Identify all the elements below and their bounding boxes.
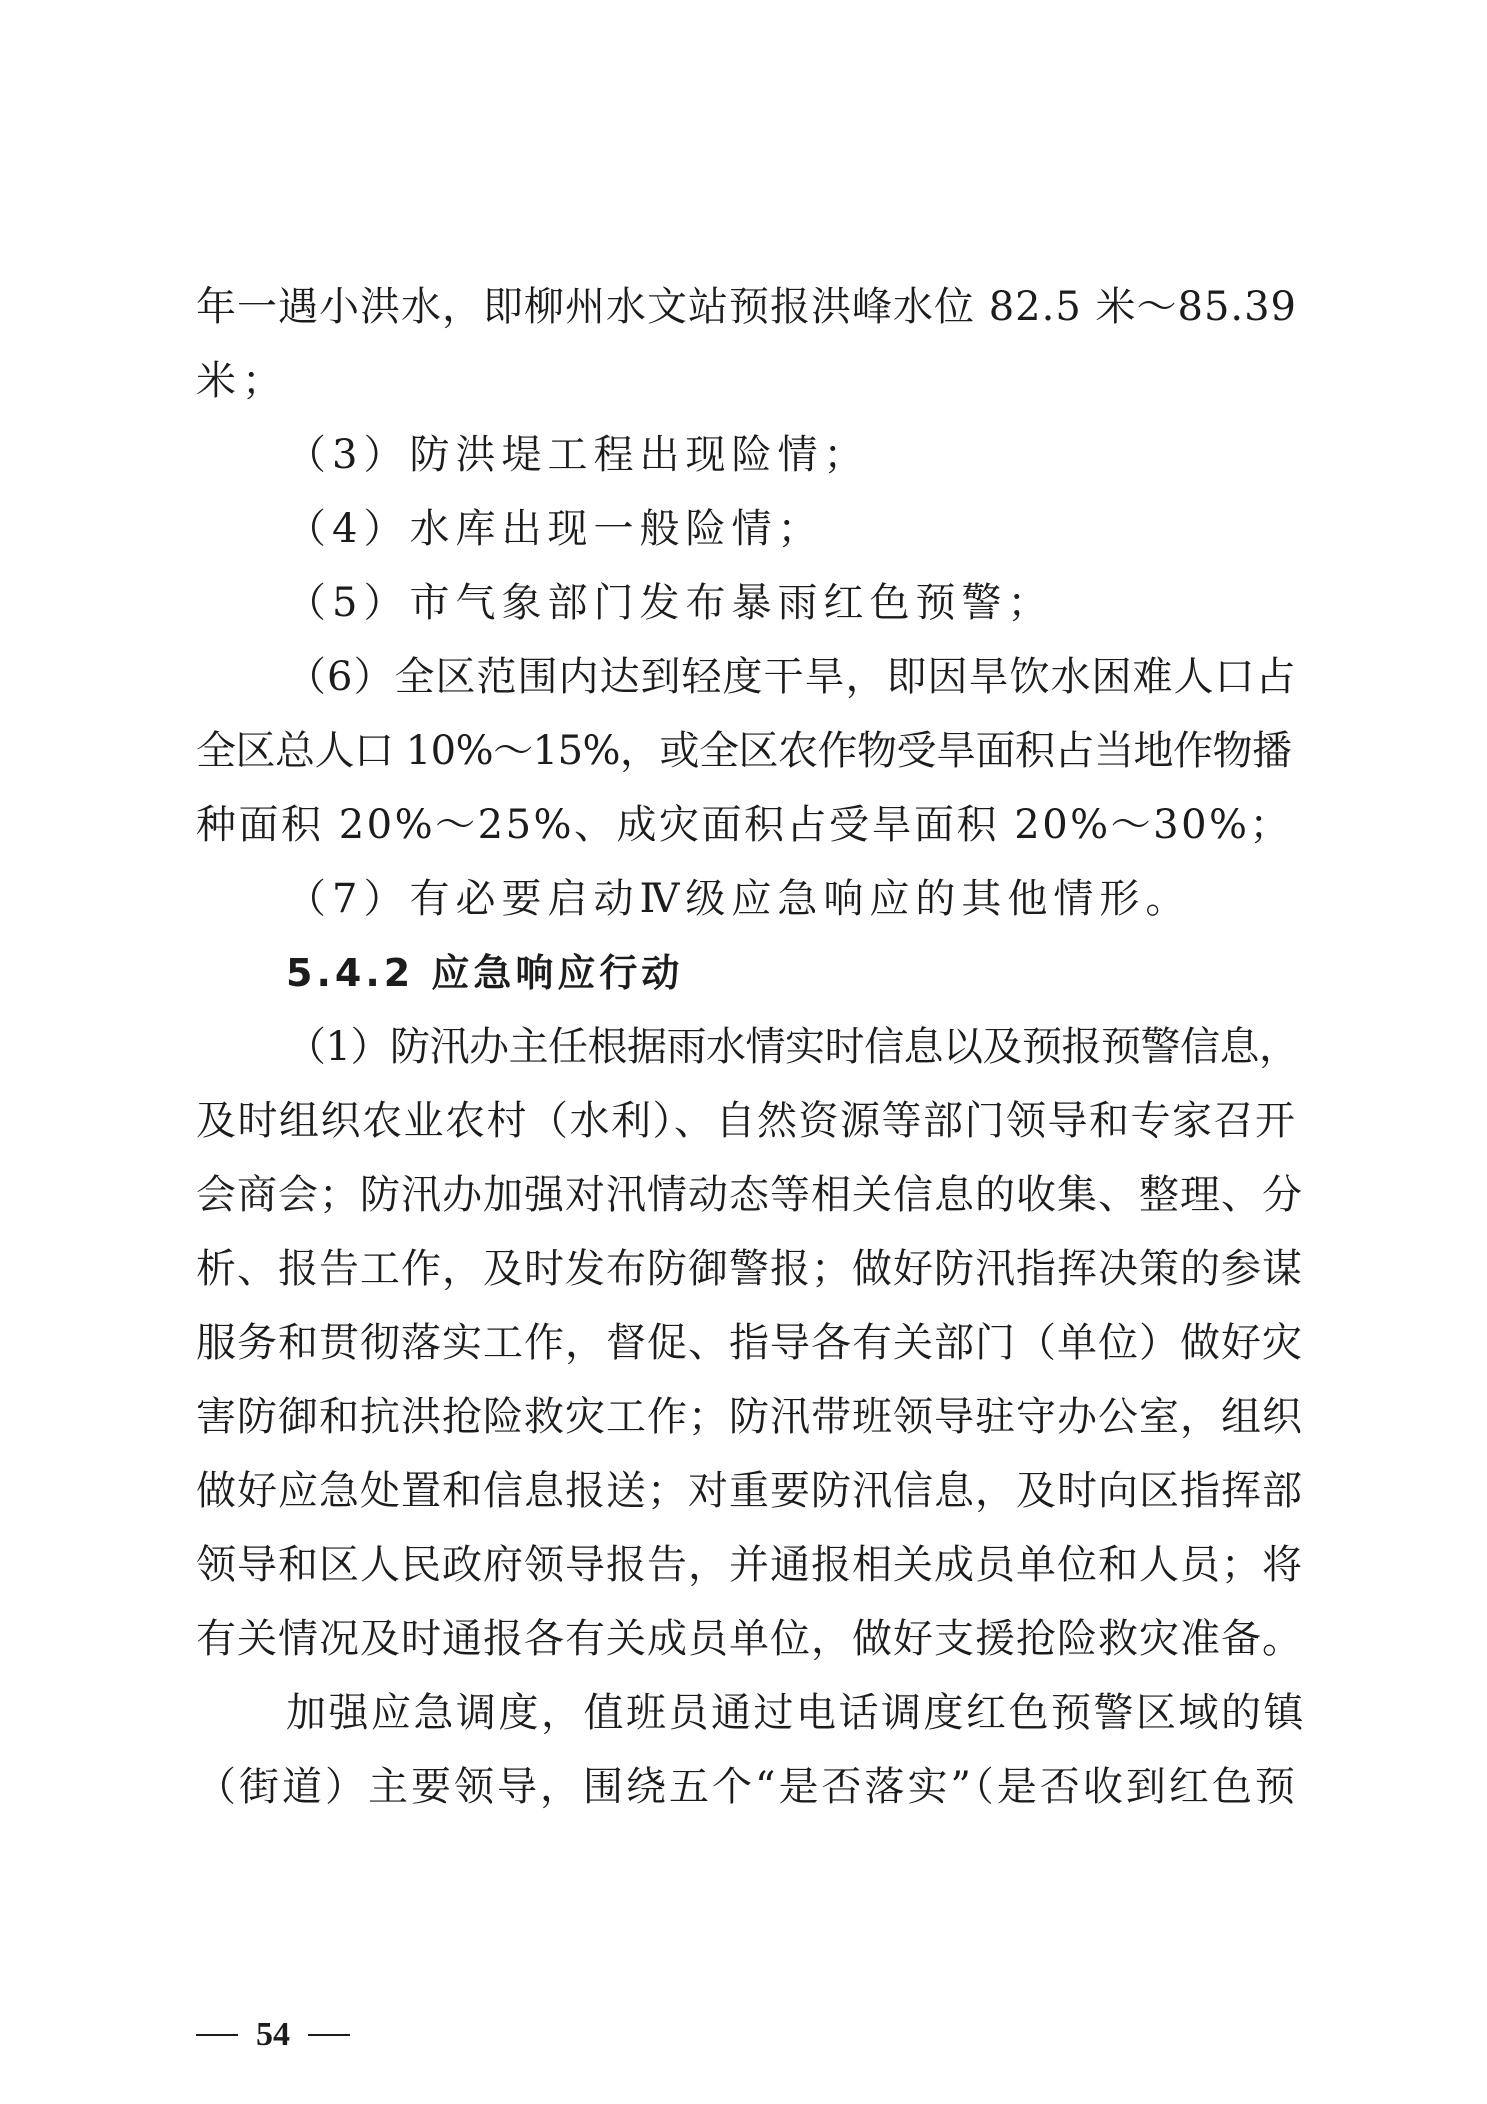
- text-line: 会商会；防汛办加强对汛情动态等相关信息的收集、整理、分: [196, 1172, 1303, 1218]
- text-line: 有关情况及时通报各有关成员单位，做好支援抢险救灾准备。: [196, 1616, 1303, 1662]
- list-item-7: （7）有必要启动Ⅳ级应急响应的其他情形。: [286, 876, 1192, 922]
- paragraph-1-start: （1）防汛办主任根据雨水情实时信息以及预报预警信息，: [286, 1024, 1299, 1070]
- text-line: 领导和区人民政府领导报告，并通报相关成员单位和人员；将: [196, 1542, 1303, 1588]
- page-footer: [196, 2010, 350, 2060]
- text-line: 米；: [196, 358, 288, 404]
- text-line: 害防御和抗洪抢险救灾工作；防汛带班领导驻守办公室，组织: [196, 1394, 1303, 1440]
- text-line: 析、报告工作，及时发布防御警报；做好防汛指挥决策的参谋: [196, 1246, 1303, 1292]
- text-line: （街道）主要领导，围绕五个“是否落实”（是否收到红色预: [196, 1764, 1298, 1810]
- page-number: 54: [256, 2016, 290, 2053]
- document-body: [196, 270, 1306, 1824]
- text-line: 做好应急处置和信息报送；对重要防汛信息，及时向区指挥部: [196, 1468, 1303, 1514]
- list-item-4: （4）水库出现一般险情；: [286, 506, 824, 552]
- text-line: 全区总人口 10%～15%，或全区农作物受旱面积占当地作物播: [196, 728, 1292, 774]
- text-line: 年一遇小洪水，即柳州水文站预报洪峰水位 82.5 米～85.39: [196, 284, 1298, 330]
- paragraph-2-start: 加强应急调度，值班员通过电话调度红色预警区域的镇: [286, 1690, 1306, 1736]
- text-line: 种面积 20%～25%、成灾面积占受旱面积 20%～30%；: [196, 802, 1293, 848]
- text-line: 及时组织农业农村（水利）、自然资源等部门领导和专家召开: [196, 1098, 1297, 1144]
- list-item-6: （6）全区范围内达到轻度干旱，即因旱饮水困难人口占: [286, 654, 1297, 700]
- text-line: 服务和贯彻落实工作，督促、指导各有关部门（单位）做好灾: [196, 1320, 1303, 1366]
- dash-left: [196, 2034, 238, 2036]
- list-item-3: （3）防洪堤工程出现险情；: [286, 432, 870, 478]
- list-item-5: （5）市气象部门发布暴雨红色预警；: [286, 580, 1054, 626]
- section-heading: 5.4.2 应急响应行动: [286, 951, 684, 995]
- dash-right: [308, 2034, 350, 2036]
